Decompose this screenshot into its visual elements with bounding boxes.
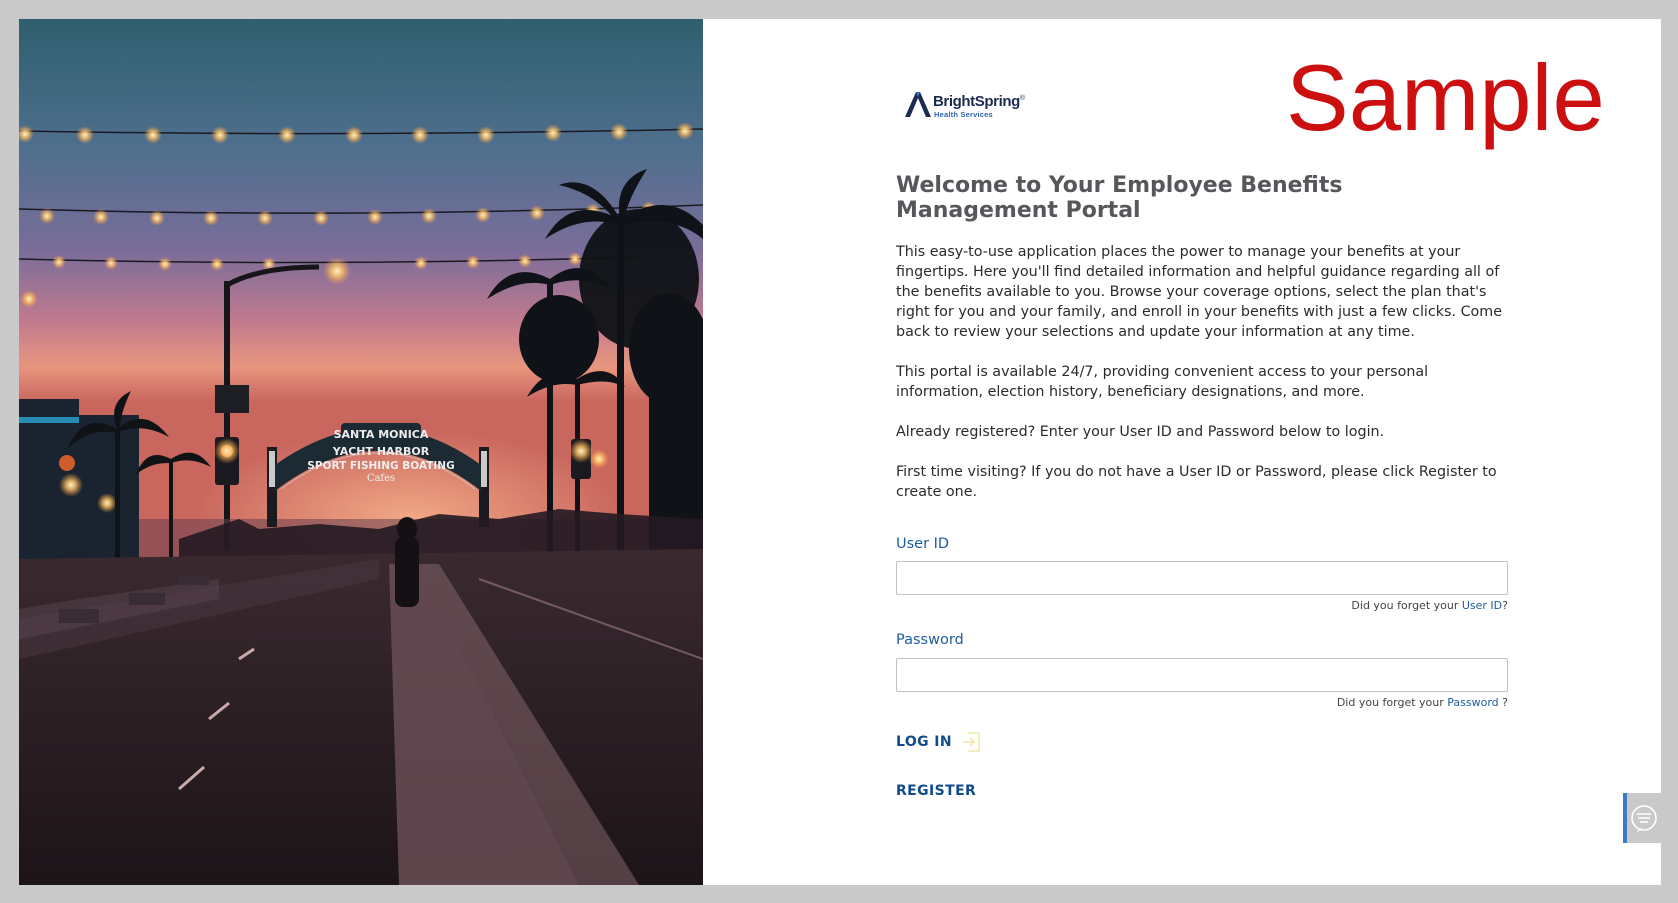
forgot-password-link[interactable]: Password (1447, 696, 1499, 709)
hero-photo (19, 19, 703, 885)
chat-help-icon (1629, 803, 1659, 833)
sign-line-1: SANTA MONICA (333, 428, 429, 441)
brightspring-logo[interactable] (903, 89, 1053, 125)
forgot-password-suffix: ? (1498, 696, 1508, 709)
brightspring-mark-icon (903, 89, 933, 119)
forgot-user-id-suffix: ? (1502, 599, 1508, 612)
user-id-input[interactable] (896, 561, 1508, 595)
logo-subtitle: Health Services (934, 110, 993, 119)
password-label: Password (896, 632, 964, 648)
forgot-password-prefix: Did you forget your (1336, 696, 1448, 709)
sign-line-2: YACHT HARBOR (332, 445, 430, 458)
page-frame (19, 19, 1661, 885)
forgot-user-id-prefix: Did you forget your (1351, 599, 1462, 612)
page-title: Welcome to Your Employee Benefits Management Portal (896, 173, 1343, 223)
login-panel (703, 19, 1661, 885)
forgot-user-id (1351, 599, 1508, 612)
login-button[interactable] (896, 731, 982, 753)
first-time-paragraph: First time visiting? If you do not have a User ID or Password, please click Register to create one. (896, 464, 1497, 500)
password-input[interactable] (896, 658, 1508, 692)
register-button-label: REGISTER (896, 783, 977, 799)
logo-brand-text: BrightSpring® (933, 93, 1025, 110)
intro-paragraph: This easy-to-use application places the power to manage your benefits at your fingertips. Here you'll find detailed information and helpful guidance regarding all of the benefits available to you. Browse your coverage options, select the plan that's right for you and your family, and enroll in your benefits with just a few clicks. Come back to review your selections and update your information at any time. (896, 244, 1503, 340)
user-id-label: User ID (896, 536, 950, 552)
help-chat-tab[interactable] (1623, 793, 1661, 843)
sample-watermark: Sample (1286, 45, 1605, 150)
register-button[interactable] (896, 783, 976, 799)
sign-line-4: Cafes (366, 473, 396, 484)
forgot-password (1337, 696, 1508, 709)
forgot-user-id-link[interactable]: User ID (1461, 599, 1503, 612)
registered-paragraph: Already registered? Enter your User ID and Password below to login. (896, 424, 1385, 440)
login-arrow-icon (960, 731, 982, 753)
login-button-label: LOG IN (896, 734, 953, 750)
availability-paragraph: This portal is available 24/7, providing convenient access to your personal information, election history, beneficiary designations, and more. (896, 364, 1429, 400)
sign-line-3: SPORT FISHING BOATING (307, 460, 455, 472)
pier-photo-illustration (19, 19, 703, 885)
